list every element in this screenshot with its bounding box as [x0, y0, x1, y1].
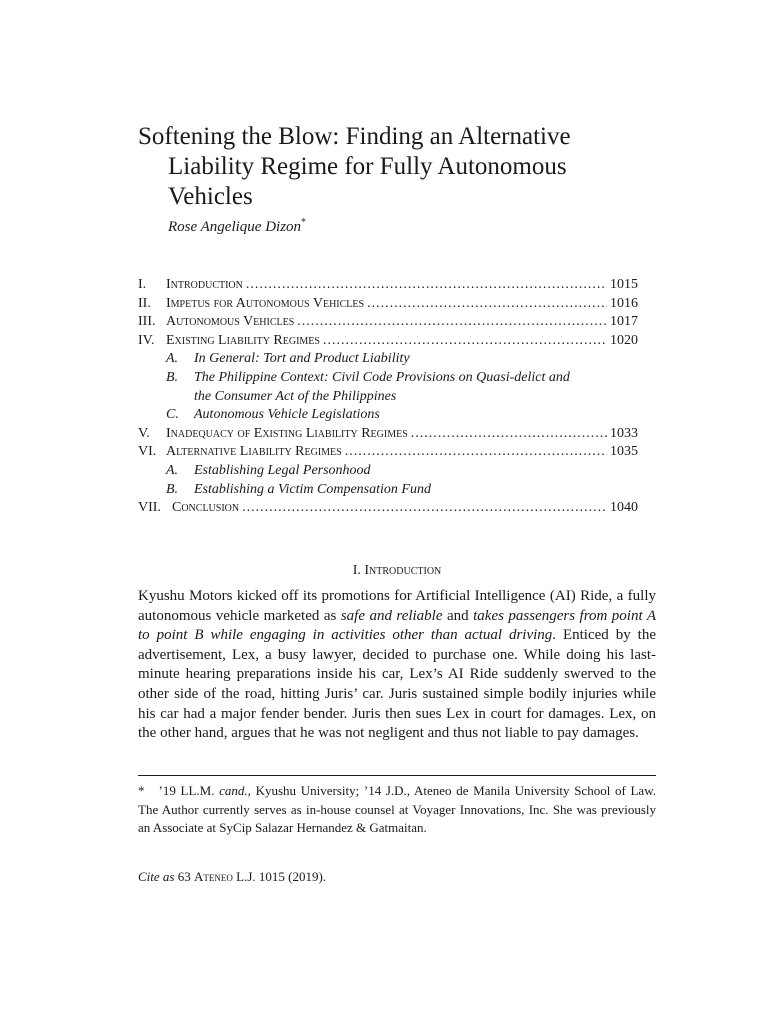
cite-prefix: Cite as	[138, 869, 175, 884]
citation	[138, 868, 326, 886]
toc-sub-letter: C.	[166, 407, 179, 423]
toc-leader	[411, 425, 607, 444]
toc-sub-letter: A.	[166, 351, 179, 367]
toc-entry-4	[138, 332, 638, 351]
body-text-run: and	[442, 607, 474, 624]
toc-leader	[323, 332, 607, 351]
toc-number: VI.	[138, 444, 157, 460]
toc-page-number: 1015	[610, 277, 638, 292]
footnote-text-run: ’19 LL.M.	[158, 783, 220, 798]
toc-title: Inadequacy of Existing Liability Regimes	[166, 425, 408, 441]
toc-number: V.	[138, 425, 150, 441]
toc-entry-2	[138, 295, 638, 314]
body-text-run: Kyushu Motors kicked off its promotions for Artificial Intelligence (AI) Ride, a fully autonomous vehicle marketed as	[138, 588, 656, 624]
toc-subentry	[138, 369, 638, 388]
toc-leader	[345, 443, 607, 462]
toc-sub-title: Autonomous Vehicle Legislations	[194, 407, 380, 423]
toc-title: Conclusion	[172, 500, 240, 516]
title-line-3: Vehicles	[168, 183, 253, 210]
toc-number: I.	[138, 277, 147, 292]
toc-title: Existing Liability Regimes	[166, 332, 320, 348]
toc-page-number: 1040	[610, 500, 638, 516]
toc-sub-title: In General: Tort and Product Liability	[194, 351, 410, 367]
toc-entry-7	[138, 499, 638, 518]
toc-page-number: 1016	[610, 295, 638, 311]
toc-sub-letter: B.	[166, 369, 179, 385]
toc-sub-title-continued: the Consumer Act of the Philippines	[194, 388, 397, 404]
toc-sub-title: The Philippine Context: Civil Code Provisions on Quasi-delict and	[194, 369, 570, 385]
toc-leader	[242, 499, 607, 518]
toc-leader	[367, 295, 607, 314]
footnote-divider	[138, 775, 656, 776]
body-text-run: . Enticed by the advertisement, Lex, a busy lawyer, decided to purchase one. While doing his last-minute hearing preparations inside his car, Lex’s AI Ride suddenly swerved to the other side of the road, hitting Juris’ car. Juris sustained simple bodily injuries while his car had a major fender bender. Juris then sues Lex in court for damages. Lex, on the other hand, argues that he was not negligent and thus not liable to pay damages.	[138, 627, 656, 742]
toc-leader	[246, 276, 607, 295]
toc-number: III.	[138, 314, 156, 330]
footnote-emphasis: cand.	[219, 783, 248, 798]
toc-subentry	[138, 481, 638, 500]
title-line-1: Softening the Blow: Finding an Alternative	[138, 123, 571, 150]
toc-entry-1	[138, 276, 638, 295]
title-line-2: Liability Regime for Fully Autonomous	[168, 153, 567, 180]
toc-title: Impetus for Autonomous Vehicles	[166, 295, 365, 311]
cite-rest: L.J. 1015 (2019).	[232, 869, 327, 884]
author-text: Rose Angelique Dizon	[168, 219, 302, 235]
article-title	[138, 122, 638, 212]
toc-number: VII.	[138, 500, 161, 516]
author-name	[168, 213, 306, 237]
toc-title: Autonomous Vehicles	[166, 314, 295, 330]
toc-number: II.	[138, 295, 151, 311]
toc-title: Alternative Liability Regimes	[166, 444, 342, 460]
section-heading: I. Introduction	[352, 563, 442, 578]
toc-entry-6	[138, 443, 638, 462]
table-of-contents	[138, 276, 638, 518]
toc-subentry	[138, 350, 638, 369]
toc-page-number: 1020	[610, 332, 638, 348]
body-emphasis: safe and reliable	[340, 607, 443, 624]
author-footnote-mark: *	[301, 217, 307, 228]
footnote-text-run: , Kyushu University; ’14 J.D., Ateneo de Manila University School of Law. The Author currently serves as in-house counsel at Voyager Innovations, Inc. She was previously an Associate at SyCip Salazar Hernandez & Gatmaitan.	[138, 783, 656, 835]
cite-journal: Ateneo	[193, 869, 233, 884]
toc-entry-3	[138, 313, 638, 332]
toc-title: Introduction	[166, 277, 243, 292]
body-emphasis: takes passengers from point A to point B while engaging in activities other than actual driving	[138, 607, 656, 644]
toc-subentry	[138, 462, 638, 481]
toc-leader	[297, 313, 607, 332]
body-paragraph	[138, 587, 656, 744]
toc-subentry	[138, 406, 638, 425]
toc-sub-title: Establishing a Victim Compensation Fund	[194, 481, 431, 497]
toc-entry-5	[138, 425, 638, 444]
toc-page-number: 1017	[610, 314, 638, 330]
toc-page-number: 1033	[610, 425, 638, 441]
toc-sub-letter: B.	[166, 481, 179, 497]
cite-text: 63	[174, 869, 194, 884]
toc-number: IV.	[138, 332, 155, 348]
toc-sub-title: Establishing Legal Personhood	[194, 462, 371, 478]
toc-subentry-continued	[138, 388, 638, 407]
toc-page-number: 1035	[610, 444, 638, 460]
toc-sub-letter: A.	[166, 462, 179, 478]
footnote-mark: *	[138, 783, 145, 798]
author-footnote	[138, 782, 656, 838]
